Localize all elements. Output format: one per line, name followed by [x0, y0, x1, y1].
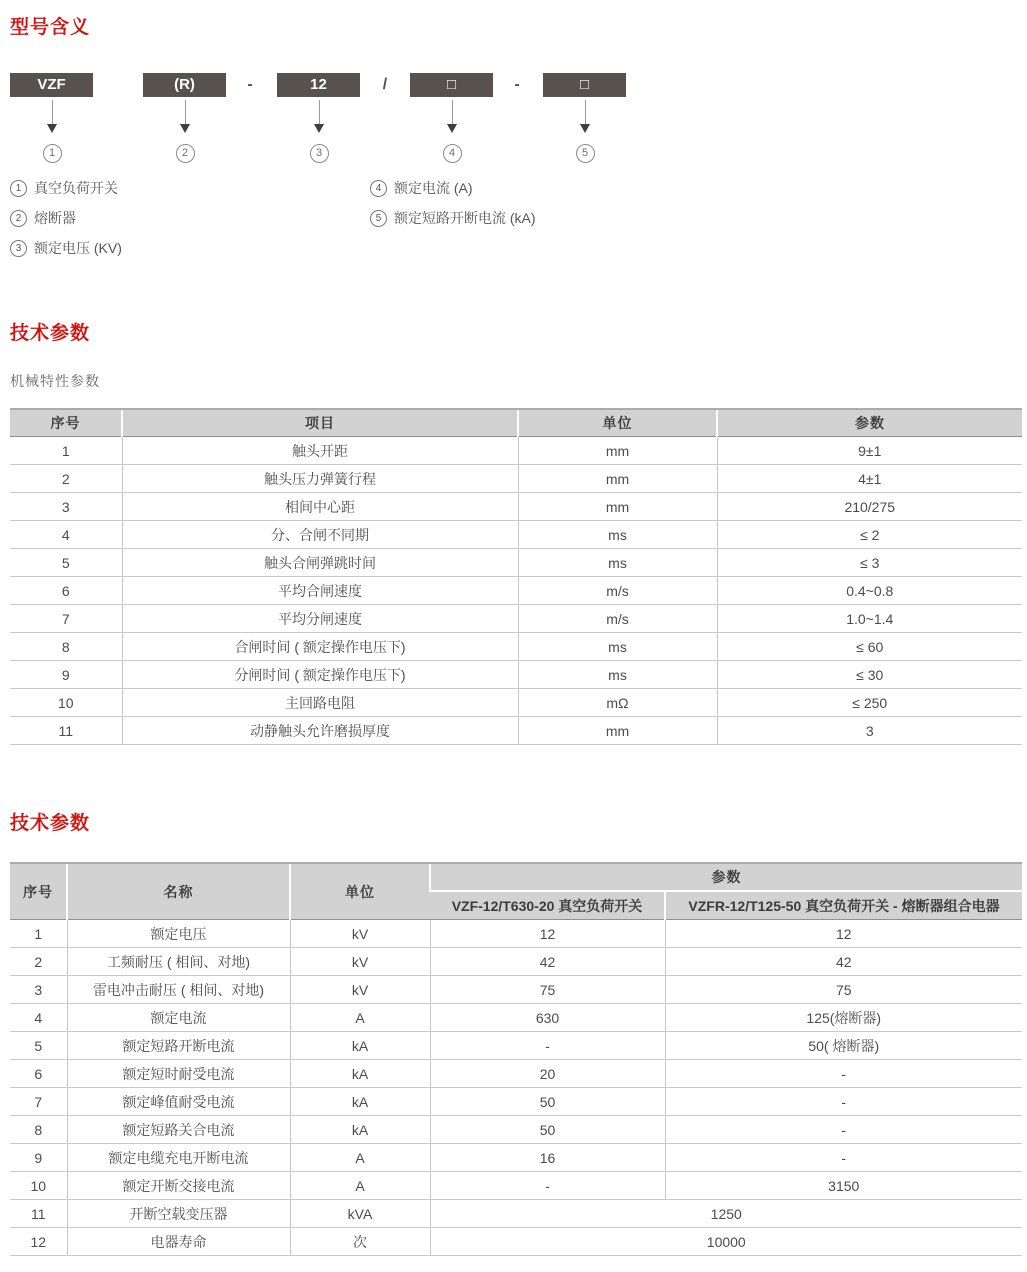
table-cell: mm	[518, 465, 717, 493]
table-cell: ms	[518, 633, 717, 661]
table-cell: 20	[430, 1060, 665, 1088]
table-cell: 42	[665, 948, 1022, 976]
table-cell-merged: 1250	[430, 1200, 1022, 1228]
table-cell: 相间中心距	[122, 493, 518, 521]
table-cell: 42	[430, 948, 665, 976]
legend-text: 熔断器	[34, 210, 76, 226]
model-code-diagram	[0, 70, 1027, 170]
table-cell: 11	[10, 717, 122, 745]
table-row	[10, 493, 1022, 521]
mechanical-characteristics-subtitle: 机械特性参数	[10, 373, 100, 389]
mech-table-header	[10, 409, 1022, 437]
down-arrow-icon	[447, 124, 457, 133]
table-cell: m/s	[518, 605, 717, 633]
table-cell: mm	[518, 717, 717, 745]
table-cell: 9	[10, 661, 122, 689]
table-cell: kVA	[290, 1200, 430, 1228]
table-cell: 50	[430, 1088, 665, 1116]
mech-table-body	[10, 437, 1022, 745]
table-cell: mm	[518, 437, 717, 465]
legend-text: 额定电压 (KV)	[34, 240, 122, 256]
table-cell: 4±1	[717, 465, 1022, 493]
table-cell: 1	[10, 437, 122, 465]
electrical-parameters-table	[10, 862, 1022, 1256]
model-box: □	[410, 73, 493, 97]
table-cell: 75	[430, 976, 665, 1004]
table-cell: 2	[10, 465, 122, 493]
technical-parameters-heading-1: 技术参数	[10, 323, 91, 344]
slash-separator: /	[382, 76, 388, 93]
legend-item	[10, 173, 118, 203]
table-cell: 6	[10, 1060, 67, 1088]
table-cell: 电器寿命	[67, 1228, 290, 1256]
table-cell: m/s	[518, 577, 717, 605]
circled-number: 5	[370, 210, 387, 227]
table-row	[10, 437, 1022, 465]
table-cell: 额定电缆充电开断电流	[67, 1144, 290, 1172]
table-cell: 2	[10, 948, 67, 976]
table-row	[10, 577, 1022, 605]
column-header: 单位	[290, 863, 430, 920]
table-cell: 16	[430, 1144, 665, 1172]
table-header-row	[10, 409, 1022, 437]
table-cell: 9	[10, 1144, 67, 1172]
table-cell: A	[290, 1004, 430, 1032]
table-cell: 10	[10, 689, 122, 717]
model-box: □	[543, 73, 626, 97]
table-cell: 12	[430, 920, 665, 948]
circled-number: 1	[43, 144, 62, 163]
table-cell: A	[290, 1172, 430, 1200]
table-cell: 5	[10, 549, 122, 577]
table-cell: 触头合闸弹跳时间	[122, 549, 518, 577]
table-cell: 9±1	[717, 437, 1022, 465]
table-row	[10, 689, 1022, 717]
table-cell: 5	[10, 1032, 67, 1060]
table-cell: 12	[665, 920, 1022, 948]
table-cell: 3150	[665, 1172, 1022, 1200]
table-row	[10, 1200, 1022, 1228]
table-cell: 4	[10, 521, 122, 549]
table-cell: 7	[10, 605, 122, 633]
down-arrow-icon	[580, 124, 590, 133]
table-cell: 6	[10, 577, 122, 605]
model-box: VZF	[10, 73, 93, 97]
table-header-row	[10, 863, 1022, 891]
table-cell: ms	[518, 521, 717, 549]
table-cell: 额定电流	[67, 1004, 290, 1032]
down-arrow-icon	[180, 124, 190, 133]
table-cell: 额定短时耐受电流	[67, 1060, 290, 1088]
table-row	[10, 549, 1022, 577]
table-cell: -	[430, 1032, 665, 1060]
circled-number: 2	[176, 144, 195, 163]
table-row	[10, 633, 1022, 661]
table-cell: 11	[10, 1200, 67, 1228]
down-arrow-line	[585, 100, 586, 124]
mechanical-parameters-table	[10, 408, 1022, 745]
circled-number: 2	[10, 210, 27, 227]
table-cell: 额定短路关合电流	[67, 1116, 290, 1144]
circled-number: 3	[310, 144, 329, 163]
table-row	[10, 1032, 1022, 1060]
table-cell: 次	[290, 1228, 430, 1256]
tech-table-header	[10, 863, 1022, 920]
circled-number: 5	[576, 144, 595, 163]
table-cell: 工频耐压 ( 相间、对地)	[67, 948, 290, 976]
down-arrow-line	[452, 100, 453, 124]
table-cell: kA	[290, 1060, 430, 1088]
model-column-header: VZFR-12/T125-50 真空负荷开关 - 熔断器组合电器	[665, 891, 1022, 920]
circled-number: 4	[370, 180, 387, 197]
down-arrow-icon	[314, 124, 324, 133]
table-cell: ≤ 60	[717, 633, 1022, 661]
table-cell: 50( 熔断器)	[665, 1032, 1022, 1060]
legend-item	[370, 203, 536, 233]
table-cell: 1	[10, 920, 67, 948]
column-header: 参数	[717, 409, 1022, 437]
legend-text: 额定短路开断电流 (kA)	[394, 210, 536, 226]
table-cell: 合闸时间 ( 额定操作电压下)	[122, 633, 518, 661]
dash-separator: -	[247, 76, 253, 93]
table-cell: 12	[10, 1228, 67, 1256]
table-row	[10, 920, 1022, 948]
table-cell: 0.4~0.8	[717, 577, 1022, 605]
table-cell: 触头开距	[122, 437, 518, 465]
column-header: 单位	[518, 409, 717, 437]
table-cell: -	[665, 1060, 1022, 1088]
table-row	[10, 465, 1022, 493]
table-cell: 10	[10, 1172, 67, 1200]
table-row	[10, 661, 1022, 689]
table-cell: 额定峰值耐受电流	[67, 1088, 290, 1116]
model-code-legend	[0, 173, 1027, 273]
table-row	[10, 1060, 1022, 1088]
table-row	[10, 1144, 1022, 1172]
table-row	[10, 948, 1022, 976]
table-cell: 额定短路开断电流	[67, 1032, 290, 1060]
table-cell: 触头压力弹簧行程	[122, 465, 518, 493]
table-row	[10, 976, 1022, 1004]
table-cell: ≤ 30	[717, 661, 1022, 689]
table-cell: ms	[518, 661, 717, 689]
table-cell: 雷电冲击耐压 ( 相间、对地)	[67, 976, 290, 1004]
table-cell: 630	[430, 1004, 665, 1032]
column-header: 名称	[67, 863, 290, 920]
table-row	[10, 717, 1022, 745]
circled-number: 3	[10, 240, 27, 257]
table-cell: mΩ	[518, 689, 717, 717]
table-row	[10, 1172, 1022, 1200]
column-header: 序号	[10, 863, 67, 920]
table-cell: kA	[290, 1116, 430, 1144]
table-cell: 3	[10, 976, 67, 1004]
table-cell: 8	[10, 633, 122, 661]
table-cell: 8	[10, 1116, 67, 1144]
table-cell: 75	[665, 976, 1022, 1004]
table-cell: 平均分闸速度	[122, 605, 518, 633]
model-box: (R)	[143, 73, 226, 97]
technical-parameters-heading-2: 技术参数	[10, 813, 91, 834]
circled-number: 4	[443, 144, 462, 163]
table-cell: 主回路电阻	[122, 689, 518, 717]
table-cell-merged: 10000	[430, 1228, 1022, 1256]
table-cell: 额定电压	[67, 920, 290, 948]
table-row	[10, 1004, 1022, 1032]
table-row	[10, 1116, 1022, 1144]
table-cell: 额定开断交接电流	[67, 1172, 290, 1200]
column-header: 序号	[10, 409, 122, 437]
table-cell: A	[290, 1144, 430, 1172]
down-arrow-icon	[47, 124, 57, 133]
circled-number: 1	[10, 180, 27, 197]
table-cell: ≤ 250	[717, 689, 1022, 717]
down-arrow-line	[52, 100, 53, 124]
legend-item	[370, 173, 473, 203]
table-cell: mm	[518, 493, 717, 521]
table-cell: kV	[290, 976, 430, 1004]
table-cell: kA	[290, 1088, 430, 1116]
tech-table-body	[10, 920, 1022, 1256]
param-group-header: 参数	[430, 863, 1022, 891]
table-cell: 1.0~1.4	[717, 605, 1022, 633]
table-cell: -	[665, 1088, 1022, 1116]
table-cell: ≤ 3	[717, 549, 1022, 577]
table-row	[10, 1228, 1022, 1256]
table-cell: kV	[290, 948, 430, 976]
table-cell: 210/275	[717, 493, 1022, 521]
table-cell: kV	[290, 920, 430, 948]
table-cell: 平均合闸速度	[122, 577, 518, 605]
table-row	[10, 1088, 1022, 1116]
table-cell: 7	[10, 1088, 67, 1116]
table-row	[10, 521, 1022, 549]
table-cell: 开断空载变压器	[67, 1200, 290, 1228]
down-arrow-line	[319, 100, 320, 124]
legend-item	[10, 203, 76, 233]
table-cell: 分闸时间 ( 额定操作电压下)	[122, 661, 518, 689]
table-cell: 4	[10, 1004, 67, 1032]
model-meaning-heading: 型号含义	[10, 17, 91, 38]
column-header: 项目	[122, 409, 518, 437]
table-row	[10, 605, 1022, 633]
table-cell: 50	[430, 1116, 665, 1144]
table-cell: 3	[10, 493, 122, 521]
legend-text: 额定电流 (A)	[394, 180, 473, 196]
model-box: 12	[277, 73, 360, 97]
table-cell: 分、合闸不同期	[122, 521, 518, 549]
table-cell: 3	[717, 717, 1022, 745]
table-cell: 动静触头允许磨损厚度	[122, 717, 518, 745]
legend-item	[10, 233, 122, 263]
table-cell: kA	[290, 1032, 430, 1060]
dash-separator: -	[514, 76, 520, 93]
table-cell: ≤ 2	[717, 521, 1022, 549]
table-cell: -	[430, 1172, 665, 1200]
down-arrow-line	[185, 100, 186, 124]
table-cell: -	[665, 1144, 1022, 1172]
table-cell: -	[665, 1116, 1022, 1144]
legend-text: 真空负荷开关	[34, 180, 118, 196]
table-cell: 125(熔断器)	[665, 1004, 1022, 1032]
model-column-header: VZF-12/T630-20 真空负荷开关	[430, 891, 665, 920]
table-cell: ms	[518, 549, 717, 577]
